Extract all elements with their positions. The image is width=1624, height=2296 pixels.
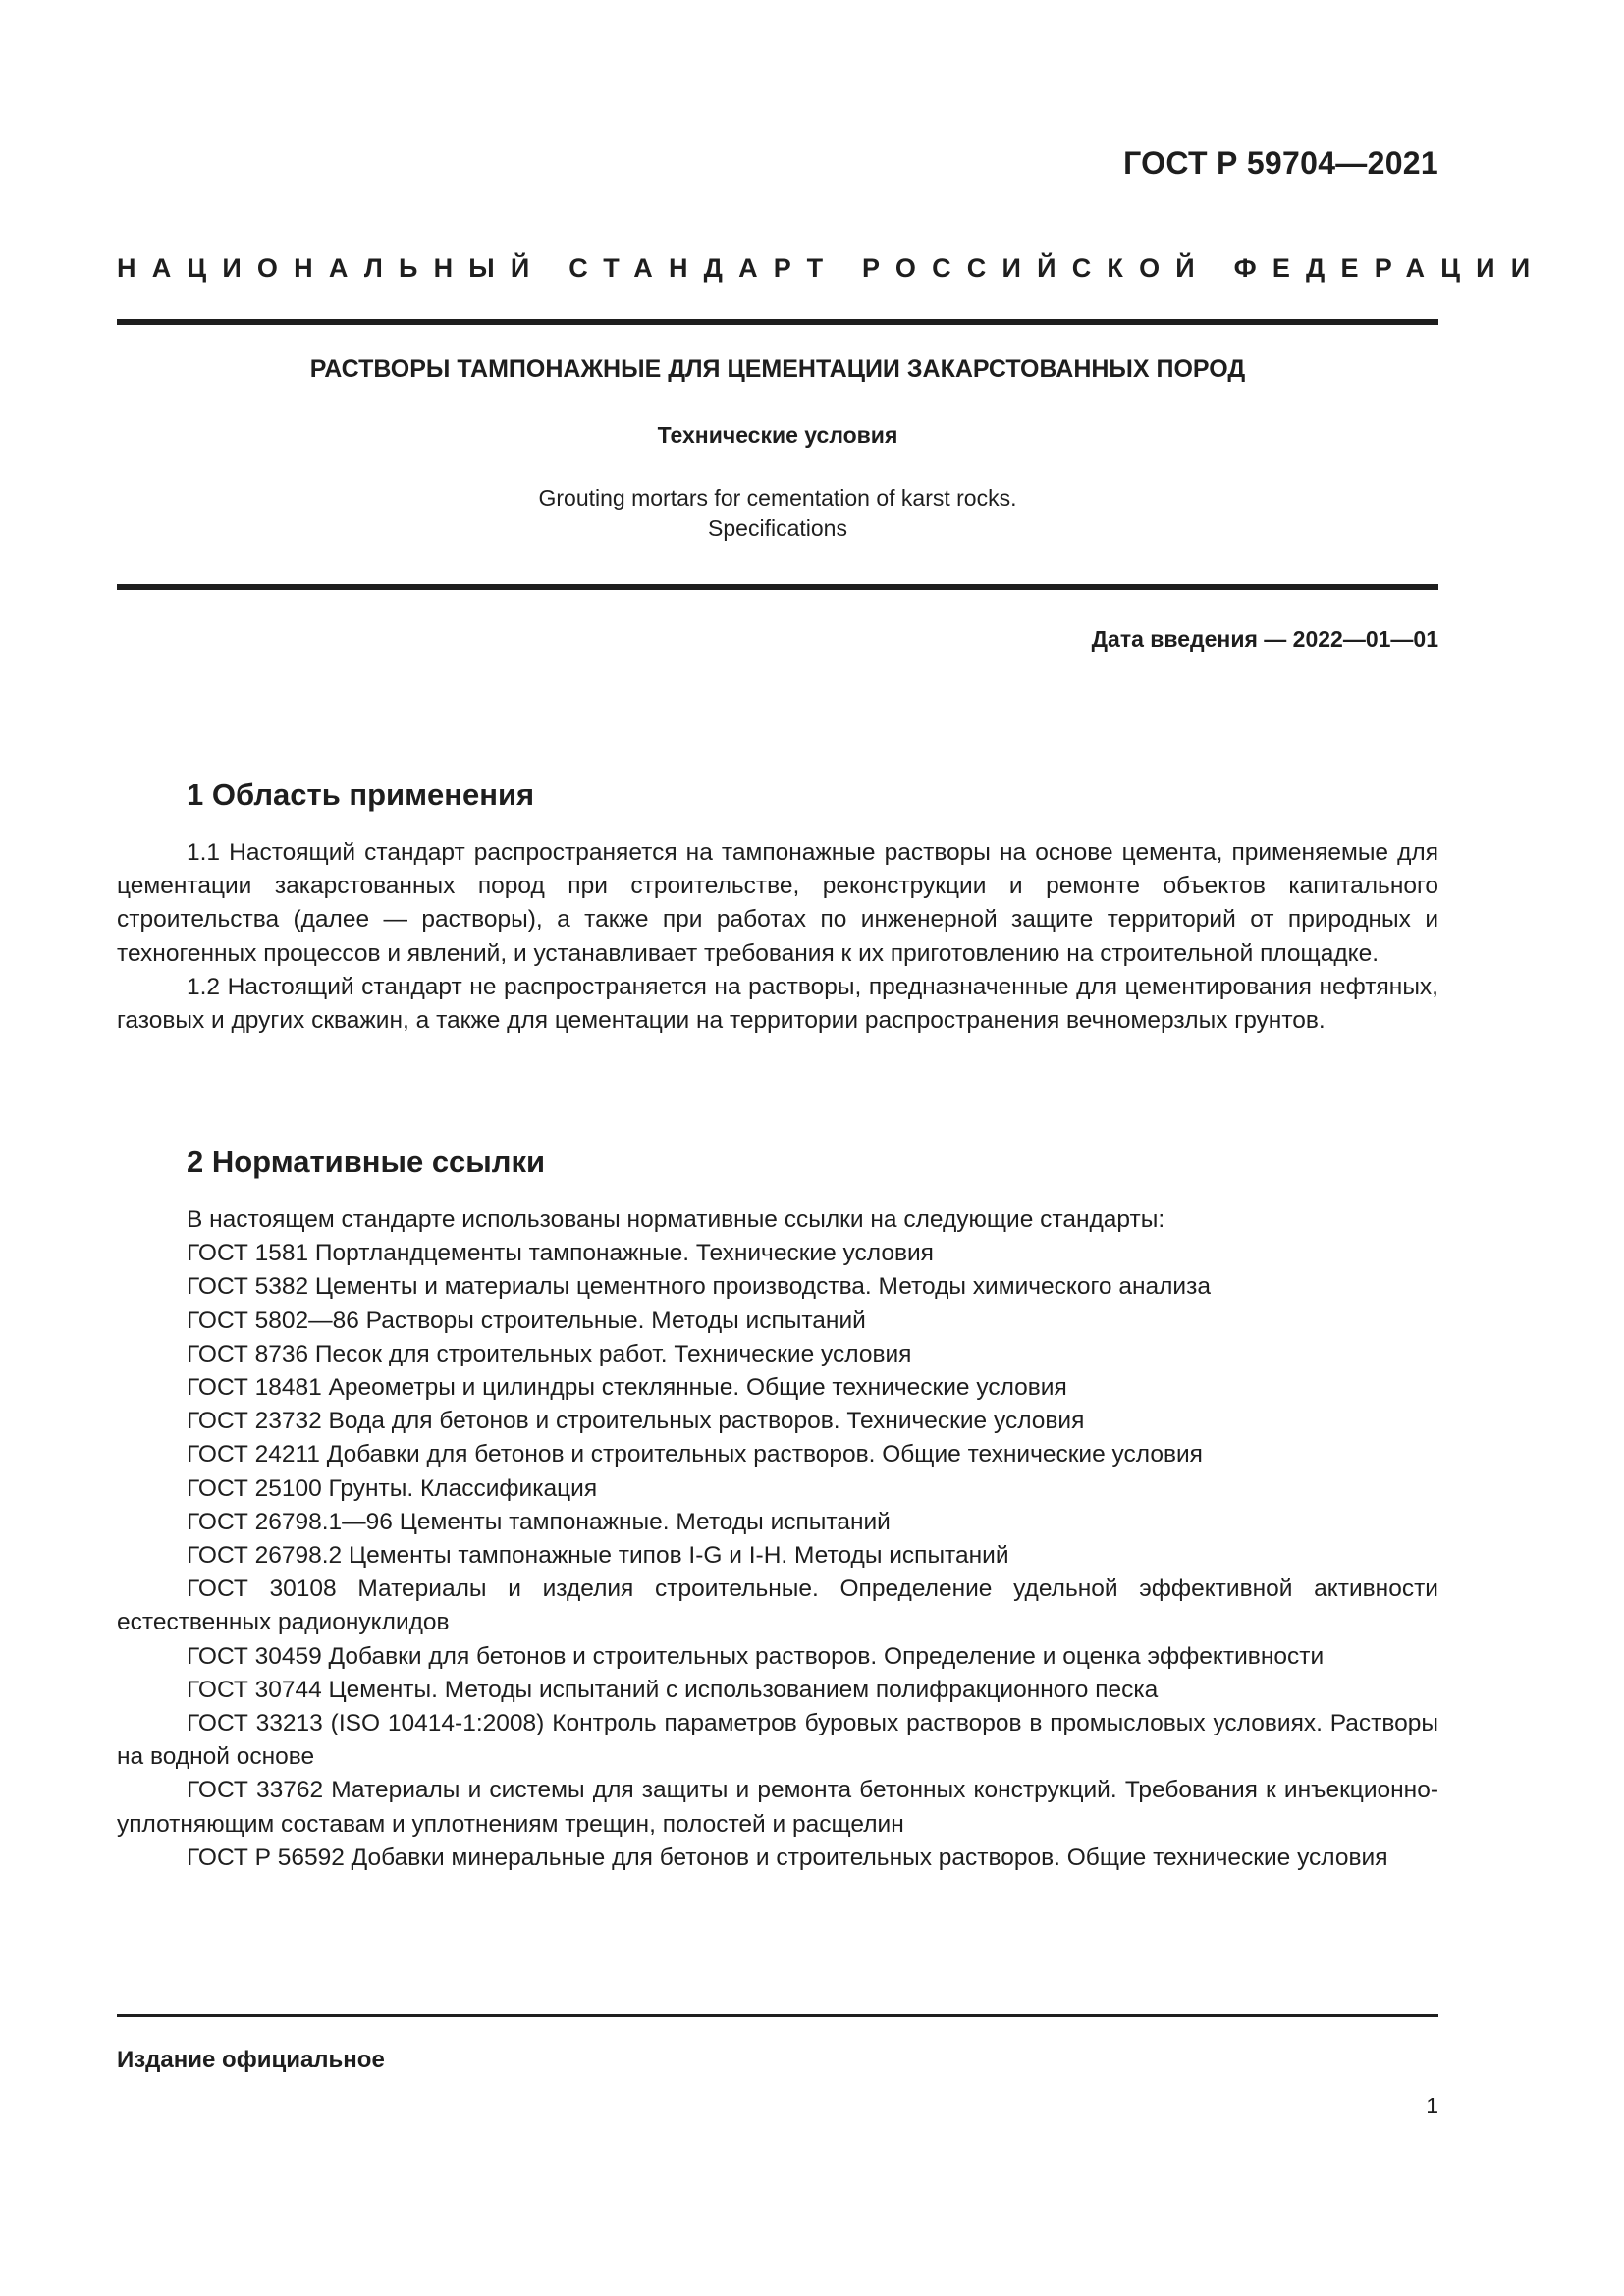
english-title [117,483,1438,544]
english-title-line-1: Grouting mortars for cementation of karst rocks. [538,485,1017,510]
title-bottom-rule [117,584,1438,590]
document-subtitle: Технические условия [657,422,898,448]
reference-item: ГОСТ 23732 Вода для бетонов и строительных растворов. Технические условия [187,1408,1085,1435]
official-edition-label: Издание официальное [117,2047,385,2073]
introduction-date: Дата введения — 2022—01—01 [1091,626,1438,652]
references-intro: В настоящем стандарте использованы нормативные ссылки на следующие стандарты: [187,1206,1165,1233]
reference-item: ГОСТ 5802—86 Растворы строительные. Методы испытаний [187,1307,866,1334]
reference-item: ГОСТ 30744 Цементы. Методы испытаний с использованием полифракционного песка [187,1676,1159,1703]
reference-item: ГОСТ 18481 Ареометры и цилиндры стеклянные. Общие технические условия [187,1374,1067,1402]
document-number: ГОСТ Р 59704—2021 [1123,145,1438,181]
normative-references [117,1203,1438,1875]
reference-item: ГОСТ 33762 Материалы и системы для защиты и ремонта бетонных конструкций. Требования к инъекционно-уплотняющим составам и уплотнениям трещин, полостей и расщелин [117,1777,1438,1838]
reference-item: ГОСТ 8736 Песок для строительных работ. Технические условия [187,1340,912,1367]
national-standard-banner: НАЦИОНАЛЬНЫЙ СТАНДАРТ РОССИЙСКОЙ ФЕДЕРАЦИИ [117,253,1546,283]
footer-rule [117,2014,1438,2017]
reference-item: ГОСТ 33213 (ISO 10414-1:2008) Контроль параметров буровых растворов в промысловых условиях. Растворы на водной основе [117,1710,1438,1771]
page-number: 1 [1426,2093,1438,2118]
reference-item: ГОСТ 26798.2 Цементы тампонажные типов I-G и I-H. Методы испытаний [187,1542,1009,1570]
reference-item: ГОСТ 25100 Грунты. Классификация [187,1474,598,1502]
reference-item: ГОСТ 1581 Портландцементы тампонажные. Технические условия [187,1240,934,1267]
english-title-line-2: Specifications [708,515,847,541]
reference-item: ГОСТ Р 56592 Добавки минеральные для бетонов и строительных растворов. Общие технические условия [187,1843,1388,1871]
document-title: РАСТВОРЫ ТАМПОНАЖНЫЕ ДЛЯ ЦЕМЕНТАЦИИ ЗАКАРСТОВАННЫХ ПОРОД [309,355,1246,383]
reference-item: ГОСТ 30459 Добавки для бетонов и строительных растворов. Определение и оценка эффективности [187,1642,1325,1670]
paragraph-1-2: 1.2 Настоящий стандарт не распространяется на растворы, предназначенные для цементирования нефтяных, газовых и других скважин, а также для цементации на территории распространения вечномерзлых грунтов. [117,973,1438,1035]
section-1-body [117,836,1438,1038]
top-rule [117,319,1438,325]
section-2-heading: 2 Нормативные ссылки [187,1145,546,1179]
paragraph-1-1: 1.1 Настоящий стандарт распространяется на тампонажные растворы на основе цемента, применяемые для цементации закарстованных пород при строительстве, реконструкции и ремонте объектов капитального строительства (далее — растворы), а также при работах по инженерной защите территорий от природных и техногенных процессов и явлений, и устанавливает требования к их приготовлению на строительной площадке. [117,839,1438,967]
reference-item: ГОСТ 5382 Цементы и материалы цементного производства. Методы химического анализа [187,1273,1211,1301]
reference-item: ГОСТ 26798.1—96 Цементы тампонажные. Методы испытаний [187,1508,891,1535]
reference-item: ГОСТ 24211 Добавки для бетонов и строительных растворов. Общие технические условия [187,1441,1203,1468]
reference-item: ГОСТ 30108 Материалы и изделия строительные. Определение удельной эффективной активности естественных радионуклидов [117,1575,1438,1636]
section-1-heading: 1 Область применения [187,777,535,812]
document-page [117,0,1546,2296]
